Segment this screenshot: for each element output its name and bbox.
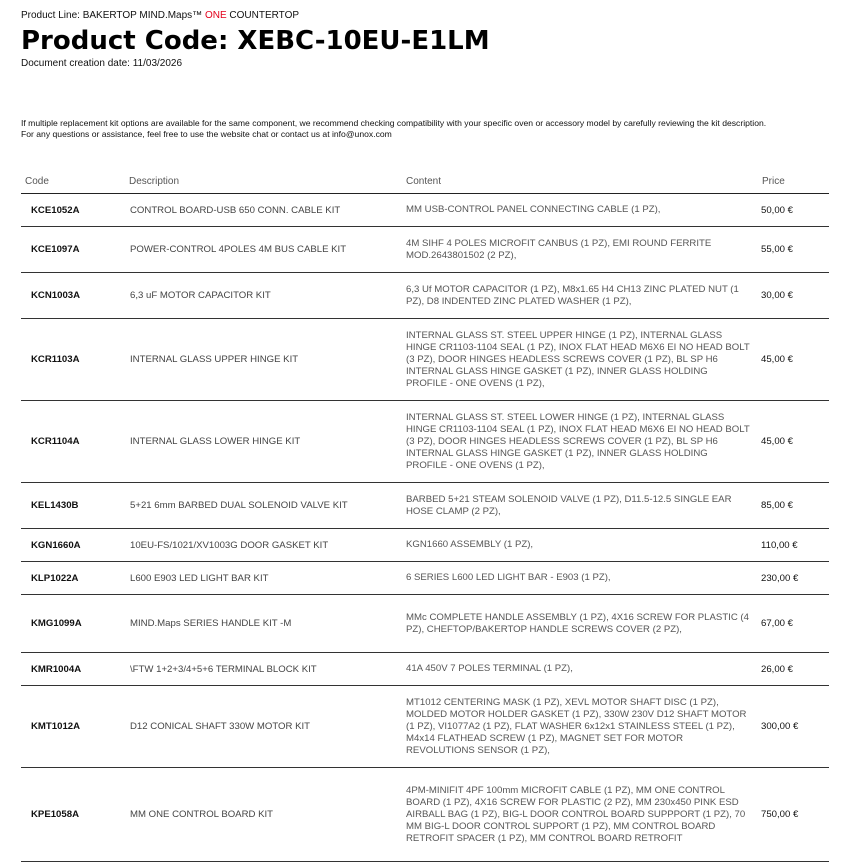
kit-description: INTERNAL GLASS LOWER HINGE KIT [123, 401, 400, 483]
table-row [21, 768, 829, 862]
kit-code: KLP1022A [21, 562, 123, 595]
kit-price: 230,00 € [751, 562, 829, 595]
table-row [21, 319, 829, 401]
kit-price: 45,00 € [751, 401, 829, 483]
kits-table [21, 170, 829, 862]
kit-content: KGN1660 ASSEMBLY (1 PZ), [400, 529, 751, 562]
kit-description: POWER-CONTROL 4POLES 4M BUS CABLE KIT [123, 227, 400, 273]
product-code-title: Product Code: XEBC-10EU-E1LM [21, 26, 490, 56]
kit-description: MIND.Maps SERIES HANDLE KIT -M [123, 595, 400, 653]
kit-price: 750,00 € [751, 768, 829, 862]
kit-price: 55,00 € [751, 227, 829, 273]
note-compatibility: If multiple replacement kit options are available for the same component, we recommend checking compatibility with your specific oven or accessory model by carefully reviewing the kit description. [21, 118, 767, 128]
kit-price: 30,00 € [751, 273, 829, 319]
table-row [21, 653, 829, 686]
kit-price: 300,00 € [751, 686, 829, 768]
kit-description: 10EU-FS/1021/XV1003G DOOR GASKET KIT [123, 529, 400, 562]
table-row [21, 401, 829, 483]
table-header-row [21, 170, 829, 194]
kit-content: 4M SIHF 4 POLES MICROFIT CANBUS (1 PZ), EMI ROUND FERRITE MOD.2643801502 (2 PZ), [400, 227, 751, 273]
header-code: Code [21, 170, 123, 194]
kit-content: 4PM-MINIFIT 4PF 100mm MICROFIT CABLE (1 PZ), MM ONE CONTROL BOARD (1 PZ), 4X16 SCREW FOR PLASTIC (2 PZ), MM 230x450 PINK ESD AIRBALL BAG (1 PZ), BIG-L DOOR CONTROL BOARD SUPPPORT (1 PZ), 70 MM BIG-L DOOR CONTROL SUPPORT (1 PZ), MM CONTROL BOARD RETROFIT SPACER (1 PZ), MM CONTROL BOARD RETROFIT [400, 768, 751, 862]
kit-content: MT1012 CENTERING MASK (1 PZ), XEVL MOTOR SHAFT DISC (1 PZ), MOLDED MOTOR HOLDER GASKET (1 PZ), 330W 230V D12 SHAFT MOTOR (1 PZ), VI1077A2 (1 PZ), FLAT WASHER 6x12x1 STAINLESS STEEL (1 PZ), M4x14 FLATHEAD SCREW (1 PZ), MAGNET SET FOR MOTOR REVOLUTIONS SENSOR (1 PZ), [400, 686, 751, 768]
product-line-one: ONE [204, 10, 227, 21]
kit-price: 67,00 € [751, 595, 829, 653]
kit-code: KCE1052A [21, 194, 123, 227]
table-row [21, 483, 829, 529]
table-row [21, 595, 829, 653]
kit-content: 6,3 Uf MOTOR CAPACITOR (1 PZ), M8x1.65 H4 CH13 ZINC PLATED NUT (1 PZ), D8 INDENTED ZINC PLATED WASHER (1 PZ), [400, 273, 751, 319]
kit-price: 50,00 € [751, 194, 829, 227]
kit-price: 85,00 € [751, 483, 829, 529]
kit-description: \FTW 1+2+3/4+5+6 TERMINAL BLOCK KIT [123, 653, 400, 686]
table-row [21, 686, 829, 768]
kit-description: L600 E903 LED LIGHT BAR KIT [123, 562, 400, 595]
kit-description: INTERNAL GLASS UPPER HINGE KIT [123, 319, 400, 401]
kit-code: KMR1004A [21, 653, 123, 686]
kit-code: KMT1012A [21, 686, 123, 768]
kit-content: MMc COMPLETE HANDLE ASSEMBLY (1 PZ), 4X16 SCREW FOR PLASTIC (4 PZ), CHEFTOP/BAKERTOP HANDLE SCREWS COVER (2 PZ), [400, 595, 751, 653]
kit-code: KGN1660A [21, 529, 123, 562]
kit-description: MM ONE CONTROL BOARD KIT [123, 768, 400, 862]
document-header [21, 10, 490, 69]
kit-code: KMG1099A [21, 595, 123, 653]
kit-content: INTERNAL GLASS ST. STEEL LOWER HINGE (1 PZ), INTERNAL GLASS HINGE CR1103-1104 SEAL (1 PZ), INOX FLAT HEAD M6X6 EI NO HEAD BOLT (3 PZ), DOOR HINGES HEADLESS SCREWS COVER (1 PZ), BL SP H6 INTERNAL GLASS HINGE GASKET (1 PZ), INNER GLASS HOLDING PROFILE - ONE OVENS (1 PZ), [400, 401, 751, 483]
kit-description: 5+21 6mm BARBED DUAL SOLENOID VALVE KIT [123, 483, 400, 529]
header-price: Price [751, 170, 829, 194]
kit-price: 110,00 € [751, 529, 829, 562]
kit-code: KEL1430B [21, 483, 123, 529]
table-row [21, 227, 829, 273]
product-line-prefix: Product Line: BAKERTOP MIND.Maps™ [21, 10, 205, 21]
kit-code: KPE1058A [21, 768, 123, 862]
table-row [21, 194, 829, 227]
kit-price: 26,00 € [751, 653, 829, 686]
table-row [21, 273, 829, 319]
table-row [21, 562, 829, 595]
note-contact: For any questions or assistance, feel free to use the website chat or contact us at info@unox.com [21, 128, 392, 139]
kit-description: CONTROL BOARD-USB 650 CONN. CABLE KIT [123, 194, 400, 227]
kit-code: KCR1104A [21, 401, 123, 483]
kit-content: BARBED 5+21 STEAM SOLENOID VALVE (1 PZ), D11.5-12.5 SINGLE EAR HOSE CLAMP (2 PZ), [400, 483, 751, 529]
kit-description: D12 CONICAL SHAFT 330W MOTOR KIT [123, 686, 400, 768]
notes [21, 118, 836, 139]
product-line-suffix: COUNTERTOP [226, 10, 300, 21]
kit-code: KCE1097A [21, 227, 123, 273]
kit-content: INTERNAL GLASS ST. STEEL UPPER HINGE (1 PZ), INTERNAL GLASS HINGE CR1103-1104 SEAL (1 PZ), INOX FLAT HEAD M6X6 EI NO HEAD BOLT (3 PZ), DOOR HINGES HEADLESS SCREWS COVER (1 PZ), BL SP H6 INTERNAL GLASS HINGE GASKET (1 PZ), INNER GLASS HOLDING PROFILE - ONE OVENS (1 PZ), [400, 319, 751, 401]
kit-content: 6 SERIES L600 LED LIGHT BAR - E903 (1 PZ), [400, 562, 751, 595]
product-line [21, 10, 490, 21]
creation-date: Document creation date: 11/03/2026 [21, 58, 183, 69]
header-description: Description [123, 170, 400, 194]
kit-code: KCN1003A [21, 273, 123, 319]
header-content: Content [400, 170, 751, 194]
kit-content: 41A 450V 7 POLES TERMINAL (1 PZ), [400, 653, 751, 686]
kit-description: 6,3 uF MOTOR CAPACITOR KIT [123, 273, 400, 319]
table-row [21, 529, 829, 562]
kit-content: MM USB-CONTROL PANEL CONNECTING CABLE (1 PZ), [400, 194, 751, 227]
kit-code: KCR1103A [21, 319, 123, 401]
kit-price: 45,00 € [751, 319, 829, 401]
